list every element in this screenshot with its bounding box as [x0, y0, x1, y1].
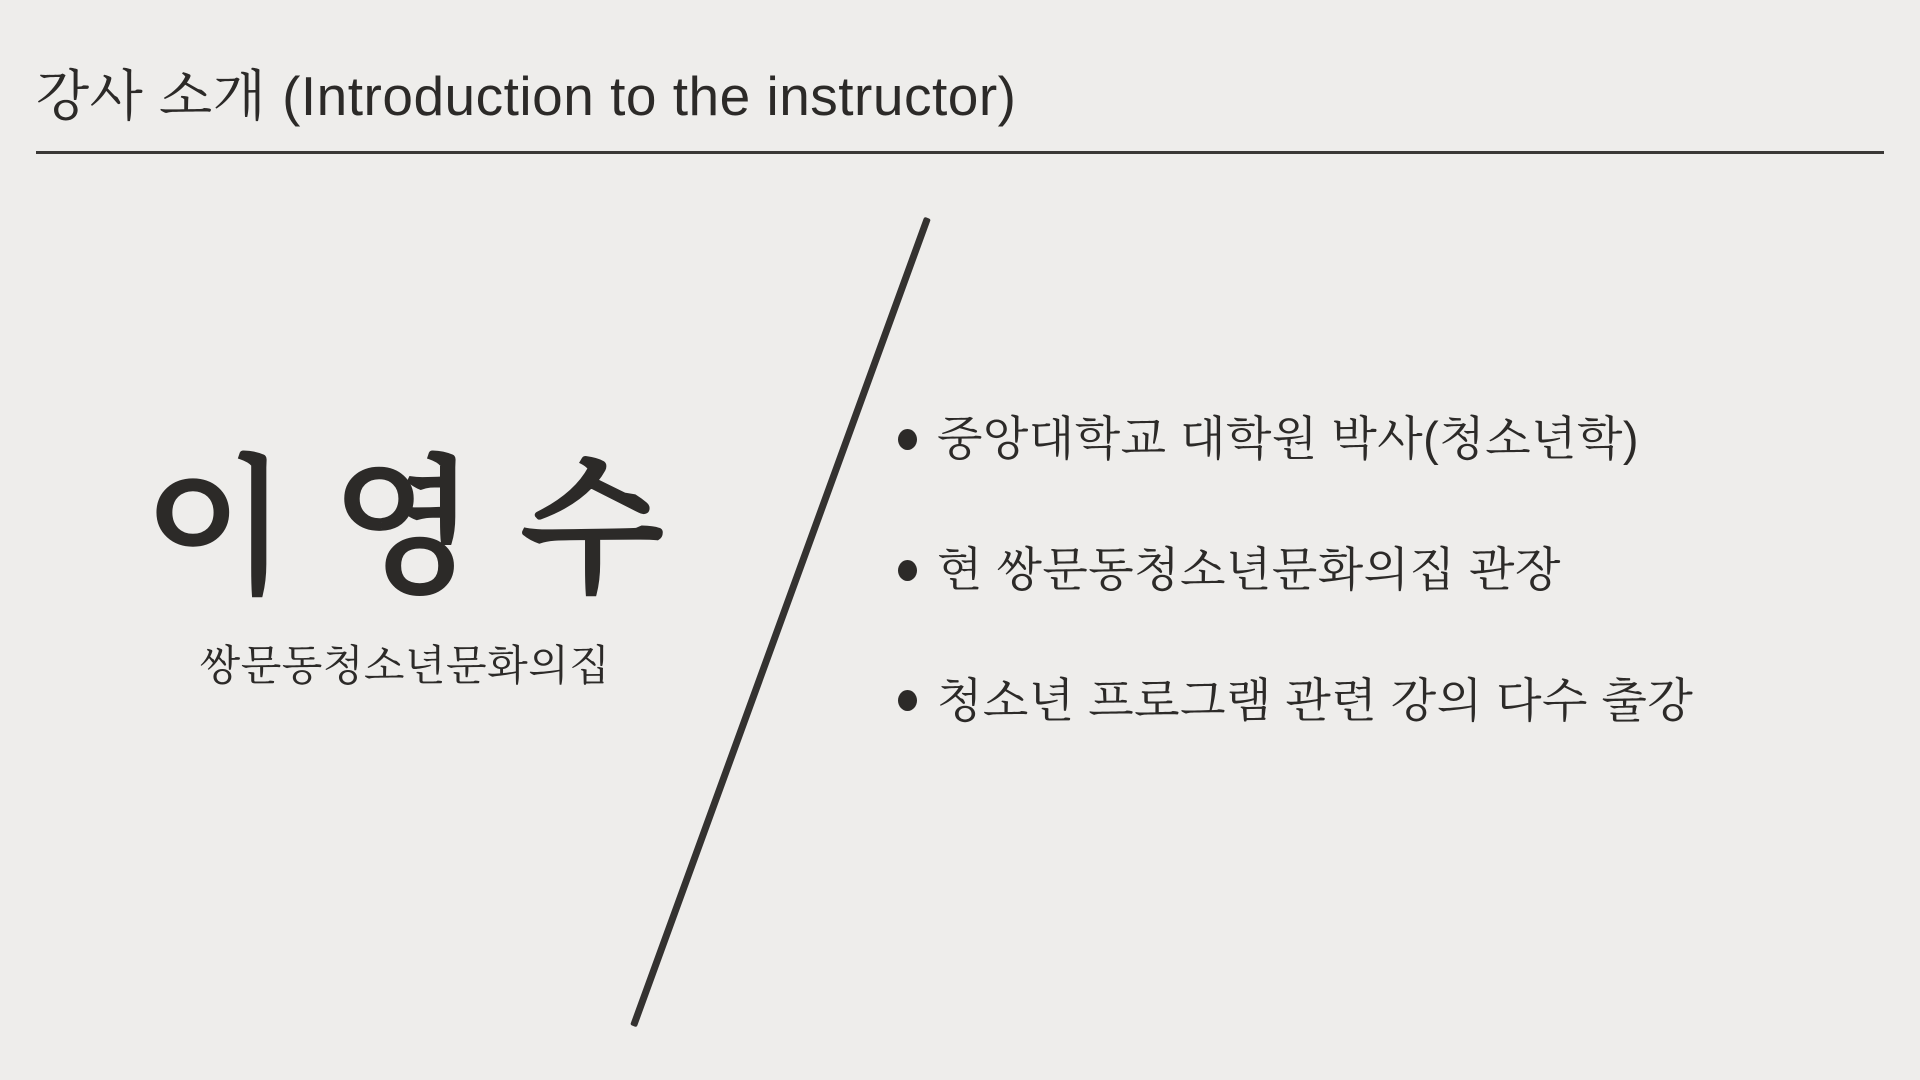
credential-text: 중앙대학교 대학원 박사(청소년학) [937, 412, 1640, 465]
credential-text: 청소년 프로그램 관련 강의 다수 출강 [937, 673, 1694, 727]
bullet-dot-icon [898, 690, 917, 711]
credential-text: 현 쌍문동청소년문화의집 관장 [937, 542, 1561, 596]
instructor-credentials-list [898, 410, 1693, 730]
page-title: 강사 소개 (Introduction to the instructor) [36, 65, 1017, 127]
list-item [898, 541, 1693, 600]
bullet-dot-icon [898, 429, 917, 450]
bullet-dot-icon [898, 560, 917, 581]
instructor-block [100, 446, 710, 693]
list-item [898, 410, 1693, 469]
instructor-name: 이 영 수 [144, 446, 666, 611]
title-divider-line [36, 151, 1884, 154]
instructor-affiliation: 쌍문동청소년문화의집 [199, 642, 611, 689]
list-item [898, 672, 1693, 731]
